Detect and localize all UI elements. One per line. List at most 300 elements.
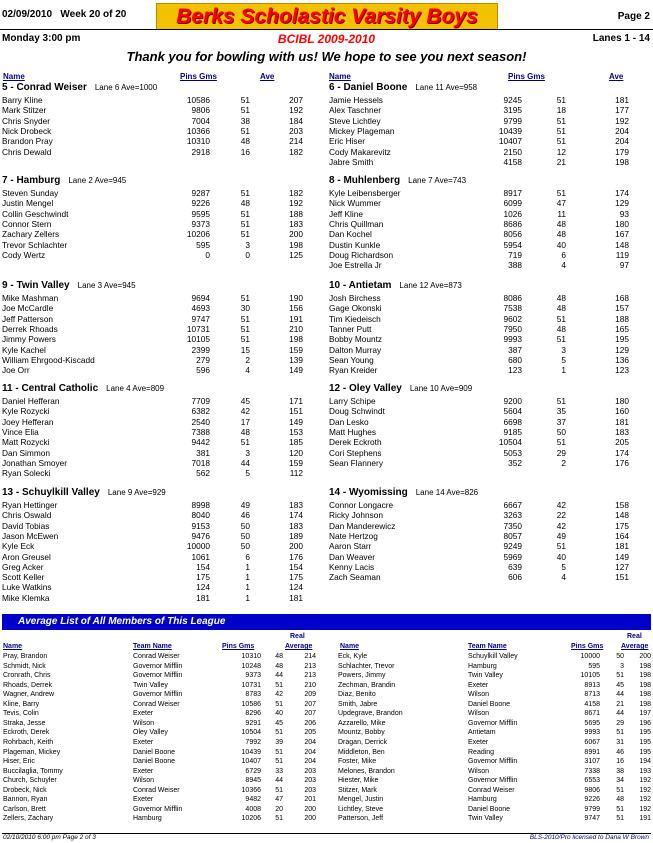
player-name: Steven Sunday (2, 188, 59, 198)
list-team-right: Team Name (468, 643, 507, 650)
member-team: Wilson (133, 719, 155, 727)
player-games: 4 (245, 365, 250, 376)
player-games: 51 (556, 136, 566, 147)
player-pins: 10439 (498, 125, 522, 136)
player-average: 181 (615, 95, 629, 105)
player-average: 125 (289, 249, 303, 260)
team-header (2, 280, 136, 291)
member-name: Zellers, Zachary (3, 815, 54, 823)
member-games: 51 (275, 815, 283, 823)
member-team: Conrad Weiser (133, 786, 180, 794)
header-date: 02/09/2010 (2, 9, 53, 20)
member-games: 50 (616, 653, 624, 660)
list-pins-right: Pins Gms (571, 643, 604, 650)
player-name: Larry Schipe (329, 396, 376, 406)
player-games: 35 (556, 406, 566, 417)
member-average: 195 (639, 738, 651, 746)
member-name: Carlson, Brett (3, 805, 46, 813)
member-name: Diaz, Benito (338, 691, 376, 699)
player-games: 51 (240, 437, 250, 448)
player-name: Aron Greusel (2, 551, 51, 562)
player-pins: 175 (196, 572, 210, 583)
player-average: 148 (615, 510, 629, 521)
member-name: Eck, Kyle (338, 653, 368, 660)
member-pins: 6553 (584, 777, 600, 785)
player-average: 198 (289, 334, 303, 345)
member-team: Twin Valley (133, 681, 168, 689)
player-games: 42 (556, 520, 566, 531)
player-games: 51 (240, 323, 250, 334)
member-pins: 7338 (584, 767, 600, 775)
member-pins: 10248 (241, 662, 261, 670)
player-games: 1 (245, 592, 250, 603)
average-list-row (3, 768, 318, 777)
player-average: 183 (615, 426, 629, 437)
player-name: Derek Eckroth (329, 437, 382, 448)
player-games: 50 (556, 426, 566, 437)
average-list-row (3, 787, 318, 796)
member-games: 16 (616, 758, 624, 766)
member-games: 51 (275, 729, 283, 737)
member-games: 42 (275, 691, 283, 699)
average-list-row (3, 758, 318, 767)
player-name: Ricky Johnson (329, 510, 383, 521)
player-pins: 595 (196, 239, 210, 250)
player-games: 48 (556, 323, 566, 334)
player-games: 1 (245, 561, 250, 572)
player-average: 149 (615, 551, 629, 562)
player-average: 198 (615, 156, 629, 167)
member-average: 205 (304, 729, 316, 737)
member-pins: 6729 (245, 767, 261, 775)
member-games: 51 (275, 786, 283, 794)
player-pins: 5969 (503, 551, 522, 562)
team-meta: Lane 7 Ave=743 (408, 176, 467, 185)
member-games: 3 (620, 662, 624, 670)
player-row (329, 365, 649, 376)
player-games: 48 (240, 136, 250, 147)
member-average: 198 (639, 691, 651, 699)
player-games: 48 (556, 293, 566, 303)
player-average: 176 (289, 551, 303, 562)
average-list-row (338, 749, 653, 758)
member-team: Wilson (468, 691, 490, 699)
player-games: 42 (240, 406, 250, 417)
player-average: 148 (615, 239, 629, 250)
player-pins: 2150 (503, 146, 522, 157)
player-name: Justin Mengel (2, 198, 54, 209)
member-name: Foster, Mike (338, 758, 377, 766)
player-pins: 10407 (498, 136, 522, 147)
player-average: 182 (289, 146, 303, 157)
member-name: Middleton, Ben (338, 748, 385, 756)
player-average: 181 (615, 416, 629, 427)
member-average: 192 (639, 805, 651, 813)
team-meta: Lane 9 Ave=929 (107, 488, 166, 497)
player-pins: 9595 (191, 208, 210, 219)
member-games: 21 (616, 700, 624, 708)
member-games: 51 (275, 681, 283, 689)
player-name: Trevor Schlachter (2, 239, 68, 250)
player-average: 123 (615, 365, 629, 376)
team-header (329, 280, 462, 291)
member-average: 195 (639, 729, 651, 737)
player-average: 156 (289, 303, 303, 314)
member-name: Schlachter, Trevor (338, 662, 395, 670)
player-name: Kenny Lacis (329, 561, 375, 572)
average-list-band (2, 614, 651, 630)
member-average: 207 (304, 700, 316, 708)
list-team-left: Team Name (133, 643, 172, 650)
member-pins: 4008 (245, 805, 261, 813)
member-games: 40 (275, 710, 283, 718)
member-games: 44 (275, 777, 283, 785)
player-name: Kyle Eck (2, 541, 35, 552)
list-pins-left: Pins Gms (222, 643, 255, 650)
player-games: 51 (556, 188, 566, 198)
col-ave-right: Ave (609, 72, 624, 81)
player-pins: 680 (508, 354, 522, 365)
member-name: Pray, Brandon (3, 653, 48, 660)
player-pins: 7388 (191, 426, 210, 437)
player-average: 182 (289, 188, 303, 198)
player-average: 183 (289, 520, 303, 531)
member-name: Church, Schuyler (3, 777, 57, 785)
player-games: 1 (245, 582, 250, 593)
player-games: 50 (240, 520, 250, 531)
player-average: 179 (615, 146, 629, 157)
col-pins-left: Pins Gms (180, 72, 217, 81)
member-team: Hamburg (468, 662, 497, 670)
average-list-row (3, 749, 318, 758)
player-name: Jamie Hessels (329, 95, 383, 105)
average-list-row (338, 682, 653, 691)
player-pins: 9373 (191, 218, 210, 229)
player-games: 6 (245, 551, 250, 562)
player-games: 5 (561, 354, 566, 365)
average-list-row (338, 729, 653, 738)
member-games: 45 (275, 719, 283, 727)
player-games: 0 (245, 249, 250, 260)
player-games: 48 (240, 198, 250, 209)
player-games: 22 (556, 510, 566, 521)
member-games: 51 (275, 700, 283, 708)
player-row (2, 593, 322, 604)
member-name: Plageman, Mickey (3, 748, 61, 756)
player-pins: 3263 (503, 510, 522, 521)
player-pins: 9226 (191, 198, 210, 209)
player-average: 210 (289, 323, 303, 334)
player-average: 184 (289, 115, 303, 126)
member-name: Powers, Jimmy (338, 672, 386, 680)
member-pins: 3107 (584, 758, 600, 766)
player-pins: 719 (508, 249, 522, 260)
member-team: Exeter (133, 767, 154, 775)
member-name: Hiser, Eric (3, 758, 35, 766)
average-list-row (3, 682, 318, 691)
player-games: 51 (556, 396, 566, 406)
player-games: 11 (557, 208, 566, 219)
player-games: 48 (556, 229, 566, 240)
member-name: Cronrath, Chris (3, 672, 51, 680)
member-games: 46 (616, 748, 624, 756)
member-team: Wilson (468, 767, 490, 775)
player-games: 46 (240, 510, 250, 521)
player-average: 165 (615, 323, 629, 334)
member-games: 44 (275, 672, 283, 680)
player-name: Tim Kiedeisch (329, 313, 381, 324)
player-pins: 9249 (503, 541, 522, 552)
player-name: Alex Taschner (329, 105, 381, 116)
member-team: Exeter (133, 796, 154, 804)
member-average: 198 (639, 700, 651, 708)
player-games: 5 (245, 468, 250, 479)
member-average: 203 (304, 767, 316, 775)
team-header (2, 82, 157, 93)
team-meta: Lane 10 Ave=909 (409, 384, 473, 393)
player-pins: 9476 (191, 530, 210, 541)
player-name: Luke Watkins (2, 582, 52, 593)
member-team: Daniel Boone (133, 758, 176, 766)
member-pins: 9993 (584, 729, 600, 737)
player-pins: 5053 (503, 447, 522, 458)
player-name: Jeff Patterson (2, 313, 54, 324)
player-games: 51 (240, 105, 250, 116)
member-pins: 10366 (241, 786, 261, 794)
player-pins: 7350 (503, 520, 522, 531)
member-team: Reading (468, 748, 495, 756)
average-list-row (3, 691, 318, 700)
team-title: 10 - Antietam (329, 280, 392, 291)
player-name: Dan Weaver (329, 551, 375, 562)
team-title: 8 - Muhlenberg (329, 175, 401, 186)
player-name: Doug Richardson (329, 249, 394, 260)
member-pins: 595 (588, 662, 600, 670)
player-name: Chris Dewald (2, 146, 52, 157)
player-average: 180 (615, 218, 629, 229)
player-games: 51 (240, 188, 250, 198)
average-list-row (3, 710, 318, 719)
player-name: Daniel Hefferan (2, 396, 60, 406)
col-name-right: Name (329, 72, 351, 81)
player-games: 1 (245, 572, 250, 583)
average-list-row (338, 787, 653, 796)
average-list-row (338, 758, 653, 767)
player-games: 48 (240, 426, 250, 437)
member-average: 198 (639, 672, 651, 680)
player-name: Aaron Starr (329, 541, 372, 552)
player-average: 167 (615, 229, 629, 240)
player-average: 153 (289, 426, 303, 437)
member-pins: 9373 (245, 672, 261, 680)
player-pins: 9185 (503, 426, 522, 437)
player-name: Joey Hefferan (2, 416, 54, 427)
player-pins: 1026 (503, 208, 522, 219)
member-name: Schmidt, Nick (3, 662, 46, 670)
member-games: 29 (616, 719, 624, 727)
player-name: Jeff Kline (329, 208, 363, 219)
player-average: 185 (289, 437, 303, 448)
member-pins: 9482 (245, 796, 261, 804)
player-pins: 9694 (191, 293, 210, 303)
player-pins: 7004 (191, 115, 210, 126)
player-pins: 9747 (191, 313, 210, 324)
list-name-left: Name (3, 643, 23, 650)
member-pins: 10310 (241, 653, 261, 660)
player-games: 51 (556, 334, 566, 345)
member-average: 197 (639, 710, 651, 718)
member-team: Governor Mifflin (468, 777, 518, 785)
player-row (329, 260, 649, 271)
team-header (2, 383, 164, 394)
member-games: 48 (616, 796, 624, 804)
player-name: Zachary Zellers (2, 229, 60, 240)
player-pins: 1061 (191, 551, 210, 562)
player-average: 190 (289, 293, 303, 303)
member-average: 192 (639, 796, 651, 804)
player-average: 188 (615, 313, 629, 324)
player-name: Derrek Rhoads (2, 323, 58, 334)
member-team: Daniel Boone (468, 805, 511, 813)
member-name: Patterson, Jeff (338, 815, 384, 823)
player-average: 192 (289, 105, 303, 116)
col-name-left: Name (3, 72, 25, 81)
player-games: 3 (561, 344, 566, 355)
member-games: 39 (275, 738, 283, 746)
player-games: 51 (240, 313, 250, 324)
player-row (329, 458, 649, 469)
member-average: 193 (639, 767, 651, 775)
member-games: 20 (275, 805, 283, 813)
member-team: Conrad Weiser (468, 786, 515, 794)
player-name: Dalton Murray (329, 344, 382, 355)
player-games: 16 (240, 146, 250, 157)
member-pins: 9291 (245, 719, 261, 727)
member-average: 207 (304, 710, 316, 718)
player-row (329, 572, 649, 583)
member-pins: 10731 (241, 681, 261, 689)
page-title: Berks Scholastic Varsity Boys (176, 5, 478, 28)
player-average: 204 (615, 125, 629, 136)
player-name: Tanner Putt (329, 323, 372, 334)
average-list-row (338, 672, 653, 681)
player-pins: 4158 (503, 156, 522, 167)
player-pins: 10310 (186, 136, 210, 147)
player-pins: 123 (508, 365, 522, 376)
player-name: Nick Wummer (329, 198, 381, 209)
player-games: 21 (556, 156, 566, 167)
player-pins: 9287 (191, 188, 210, 198)
player-pins: 6099 (503, 198, 522, 209)
player-pins: 7538 (503, 303, 522, 314)
player-pins: 10731 (186, 323, 210, 334)
player-pins: 562 (196, 468, 210, 479)
member-average: 198 (639, 681, 651, 689)
member-name: Azzarello, Mike (338, 719, 386, 727)
average-list-row (338, 815, 653, 824)
player-pins: 381 (196, 447, 210, 458)
member-name: Bannon, Ryan (3, 796, 48, 804)
player-name: Barry Kline (2, 95, 43, 105)
player-name: Dan Manderewicz (329, 520, 396, 531)
member-games: 51 (616, 815, 624, 823)
member-pins: 8991 (584, 748, 600, 756)
player-games: 3 (245, 447, 250, 458)
player-average: 174 (615, 188, 629, 198)
list-average-right: Average (621, 643, 649, 650)
player-pins: 9806 (191, 105, 210, 116)
player-games: 51 (556, 313, 566, 324)
member-name: Mountz, Bobby (338, 729, 385, 737)
member-name: Smith, Jabre (338, 700, 378, 708)
player-pins: 8057 (503, 530, 522, 541)
average-list-row (3, 815, 318, 824)
team-title: 13 - Schuylkill Valley (2, 487, 100, 498)
member-pins: 10105 (580, 672, 600, 680)
player-games: 51 (556, 115, 566, 126)
member-team: Hamburg (133, 815, 162, 823)
header-date-week (2, 9, 126, 20)
player-games: 50 (240, 530, 250, 541)
player-games: 48 (556, 218, 566, 229)
member-average: 210 (304, 681, 316, 689)
player-name: Greg Acker (2, 561, 44, 572)
player-name: Kyle Leibensberger (329, 188, 401, 198)
player-row (2, 468, 322, 479)
player-average: 168 (615, 293, 629, 303)
member-team: Conrad Weiser (133, 700, 180, 708)
player-name: Brandon Pray (2, 136, 53, 147)
member-name: Hiester, Mike (338, 777, 379, 785)
member-average: 204 (304, 738, 316, 746)
player-row (2, 147, 322, 158)
member-games: 44 (616, 691, 624, 699)
player-name: Joe McCardle (2, 303, 54, 314)
player-average: 129 (615, 198, 629, 209)
member-pins: 10407 (241, 758, 261, 766)
average-list-row (338, 710, 653, 719)
player-games: 48 (556, 303, 566, 314)
average-list-row (338, 806, 653, 815)
player-games: 44 (240, 457, 250, 468)
member-team: Governor Mifflin (133, 805, 183, 813)
player-name: Kyle Rozycki (2, 406, 50, 417)
player-name: Mark Stitzer (2, 105, 47, 116)
player-games: 2 (245, 354, 250, 365)
member-games: 34 (616, 777, 624, 785)
day-time: Monday 3:00 pm (2, 33, 81, 44)
player-games: 51 (240, 218, 250, 229)
member-pins: 9799 (584, 805, 600, 813)
player-games: 42 (556, 500, 566, 510)
player-name: Joe Estrella Jr (329, 260, 382, 271)
player-average: 151 (289, 406, 303, 417)
member-name: Drobeck, Nick (3, 786, 47, 794)
player-average: 171 (289, 396, 303, 406)
member-name: Eckroth, Derek (3, 729, 50, 737)
member-pins: 8713 (584, 691, 600, 699)
team-header (329, 175, 466, 186)
member-pins: 8913 (584, 681, 600, 689)
member-team: Governor Mifflin (133, 691, 183, 699)
member-team: Exeter (133, 710, 154, 718)
member-games: 31 (616, 738, 624, 746)
player-games: 50 (240, 541, 250, 552)
member-team: Exeter (133, 738, 154, 746)
player-games: 30 (240, 303, 250, 314)
team-title: 6 - Daniel Boone (329, 82, 408, 93)
player-pins: 2918 (191, 146, 210, 157)
